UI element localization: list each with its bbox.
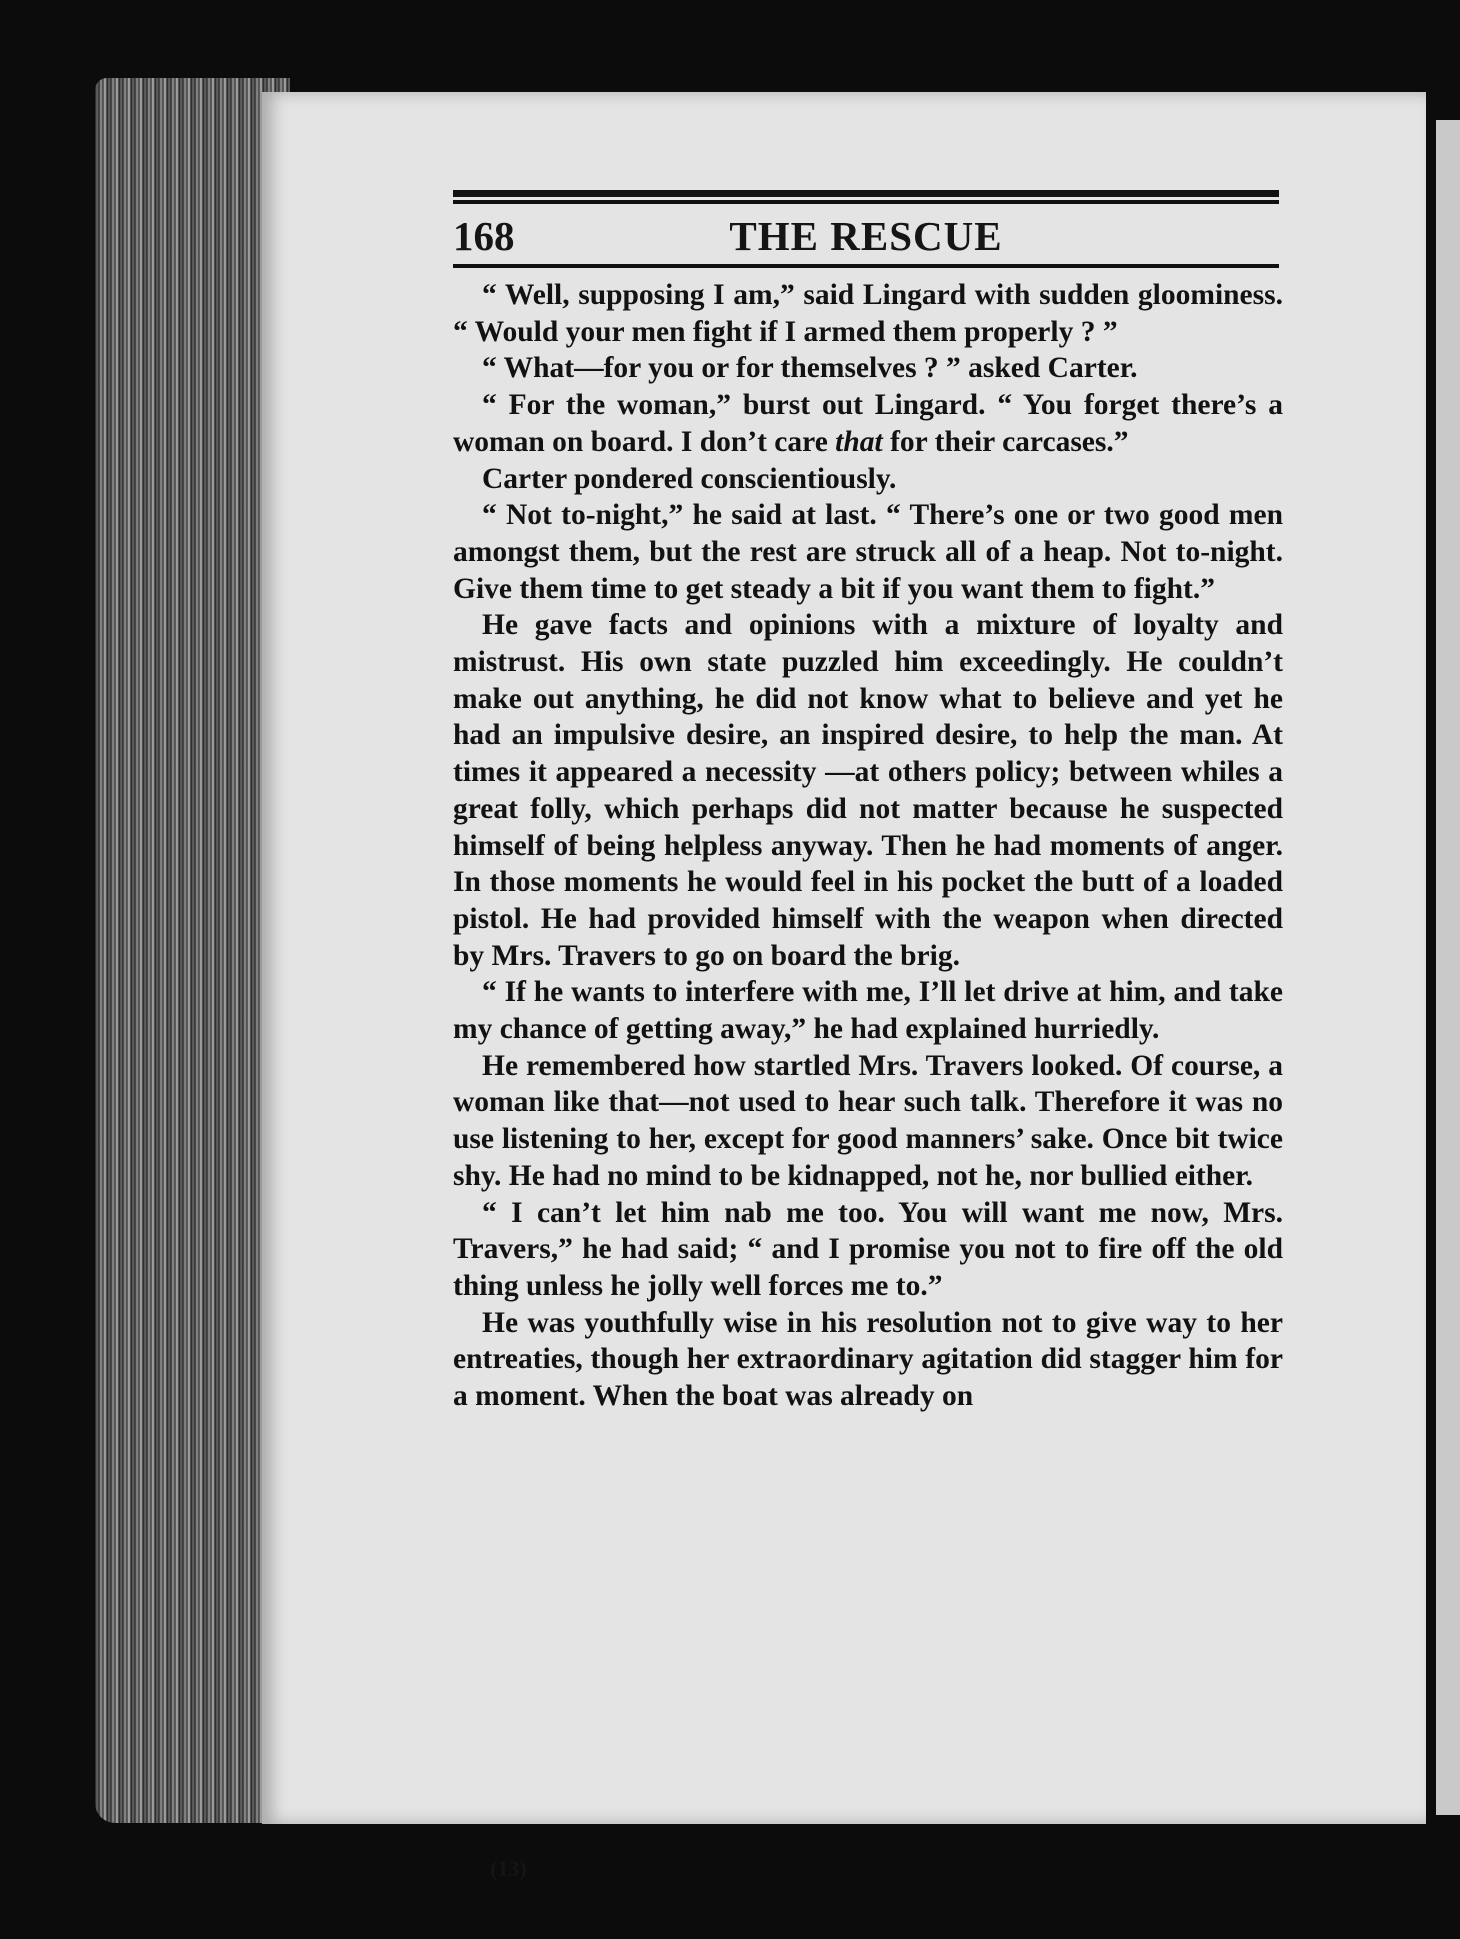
paragraph-text: “ For the woman,” burst out Lingard. “ You forget there’s a woman on board. I don’t care (453, 389, 1283, 458)
paragraph: “ Not to-night,” he said at last. “ There’s one or two good men amongst them, but the rest are struck all of a heap. Not to-night. Give them time to get steady a bit if you want them to fight.” (453, 499, 1283, 605)
page-header (453, 212, 1279, 262)
paragraph: Carter pondered conscientiously. (482, 462, 897, 495)
emphasized-word: that (835, 425, 883, 458)
paragraph: He remembered how startled Mrs. Travers looked. Of course, a woman like that—not used to hear such talk. Therefore it was no use listening to her, except for good manners’ sake. Once bit twice shy. He had no mind to be kidnapped, not he, nor bullied either. (453, 1049, 1283, 1192)
header-double-rule (453, 190, 1279, 204)
facing-page-edge (1436, 120, 1460, 1815)
page-number: 168 (453, 213, 515, 259)
paragraph (453, 387, 1283, 460)
book-page-edges (95, 78, 290, 1823)
paragraph: “ If he wants to interfere with me, I’ll let drive at him, and take my chance of getting away,” he had explained hurriedly. (453, 976, 1283, 1046)
paragraph: He gave facts and opinions with a mixture of loyalty and mistrust. His own state puzzled him exceedingly. He couldn’t make out anything, he did not know what to believe and yet he had an impulsive desire, an inspired desire, to help the man. At times it appeared a necessity —at others policy; between whiles a great folly, which perhaps did not matter because he suspected himself of being helpless anyway. Then he had moments of anger. In those moments he would feel in his pocket the butt of a loaded pistol. He had provided himself with the weapon when directed by Mrs. Travers to go on board the brig. (453, 609, 1283, 972)
paragraph: “ Well, supposing I am,” said Lingard with sudden gloominess. “ Would your men fight if I armed them properly ? ” (453, 279, 1283, 348)
paragraph: “ I can’t let him nab me too. You will want me now, Mrs. Travers,” he had said; “ and I promise you not to fire off the old thing unless he jolly well forces me to.” (453, 1196, 1283, 1302)
printer-signature-mark: (13) (490, 1856, 527, 1881)
header-underline-rule (453, 264, 1279, 268)
body-text (453, 277, 1283, 1415)
paragraph: “ What—for you or for themselves ? ” asked Carter. (482, 352, 1138, 385)
paragraph-text: for their carcases.” (882, 425, 1129, 458)
paragraph: He was youthfully wise in his resolution not to give way to her entreaties, though her extraordinary agitation did stagger him for a moment. When the boat was already on (453, 1306, 1283, 1413)
running-title: THE RESCUE (729, 213, 1003, 259)
